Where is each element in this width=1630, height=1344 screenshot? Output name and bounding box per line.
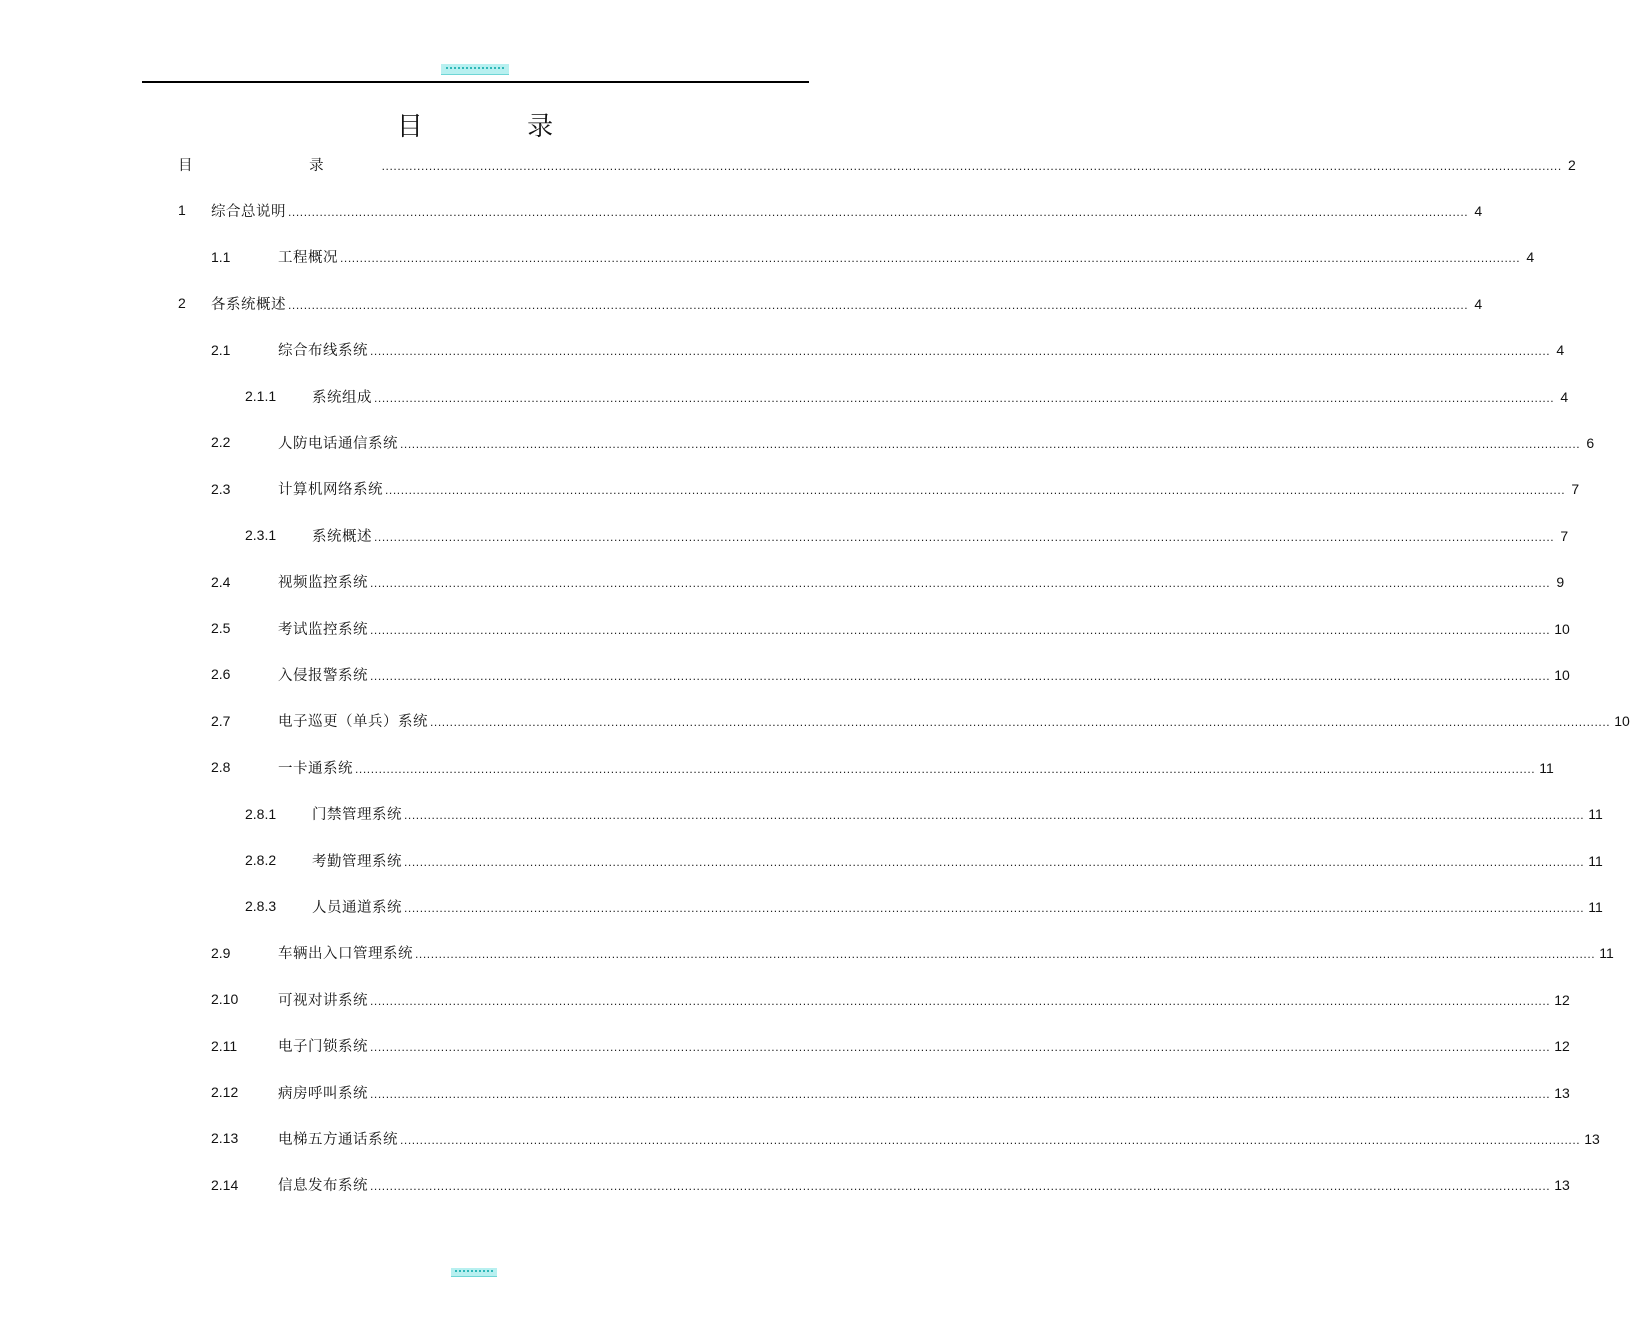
- toc-entry-page: 10: [1554, 666, 1570, 683]
- toc-dot-leader: ............................................................................................................................................................................................................................................................................................................: [404, 854, 1585, 869]
- toc-entry-number: 1.1: [211, 248, 231, 265]
- toc-entry[interactable]: [0, 239, 1535, 275]
- toc-entry-page: 13: [1554, 1084, 1570, 1101]
- toc-dot-leader: ............................................................................................................................................................................................................................................................................................................: [355, 761, 1536, 776]
- toc-entry-page: 4: [1526, 249, 1535, 266]
- toc-entry-title: 考试监控系统: [278, 621, 368, 638]
- toc-entry-title: 入侵报警系统: [278, 667, 368, 684]
- toc-entry-page: 11: [1599, 945, 1614, 962]
- toc-entry[interactable]: [0, 703, 1630, 739]
- toc-entry[interactable]: [0, 935, 1614, 971]
- toc-entry-page: 4: [1556, 342, 1565, 359]
- toc-dot-leader: ............................................................................................................................................................................................................................................................................................................: [415, 947, 1596, 962]
- toc-entry-number: 2.1.1: [245, 388, 277, 404]
- toc-entry-number: 2.3: [211, 480, 231, 497]
- toc-dot-leader: ............................................................................................................................................................................................................................................................................................................: [370, 993, 1551, 1008]
- toc-entry[interactable]: [0, 285, 1483, 321]
- toc-entry-title: 车辆出入口管理系统: [278, 946, 413, 963]
- toc-entry[interactable]: [0, 332, 1565, 368]
- toc-entry-number: 2.3.1: [245, 527, 277, 544]
- toc-dot-leader: ............................................................................................................................................................................................................................................................................................................: [374, 390, 1555, 405]
- toc-entry-page: 11: [1539, 759, 1554, 776]
- toc-entry-title: 系统概述: [312, 528, 372, 545]
- toc-entry-number: 2.7: [211, 712, 231, 729]
- toc-entry-page: 10: [1554, 620, 1570, 637]
- toc-entry-page: 12: [1554, 1038, 1570, 1055]
- toc-entry-title: 电梯五方通话系统: [278, 1131, 398, 1148]
- toc-entry-number: 2.12: [211, 1084, 239, 1100]
- toc-entry-title: 电子巡更（单兵）系统: [278, 714, 428, 731]
- toc-entry-title: 系统组成: [312, 389, 372, 406]
- toc-entry-number: 2.1: [211, 341, 231, 358]
- toc-dot-leader: ............................................................................................................................................................................................................................................................................................................: [370, 668, 1551, 683]
- toc-entry-number: 2.14: [211, 1176, 239, 1193]
- toc-dot-leader: ............................................................................................................................................................................................................................................................................................................: [385, 483, 1566, 498]
- toc-entry[interactable]: [0, 146, 1576, 182]
- toc-entry-page: 11: [1588, 806, 1603, 823]
- toc-entry-page: 6: [1586, 434, 1595, 451]
- toc-entry-title: 可视对讲系统: [278, 992, 368, 1009]
- toc-entry-page: 2: [1568, 156, 1576, 173]
- toc-entry-title: 工程概况: [278, 250, 338, 267]
- toc-entry-page: 7: [1571, 481, 1580, 498]
- toc-entry[interactable]: [0, 749, 1554, 785]
- toc-entry-title: 目 录: [178, 157, 380, 174]
- toc-dot-leader: ............................................................................................................................................................................................................................................................................................................: [430, 715, 1611, 730]
- toc-entry-title: 综合布线系统: [278, 343, 368, 360]
- toc-entry-title: 人员通道系统: [312, 899, 402, 916]
- toc-entry[interactable]: [0, 610, 1570, 646]
- toc-entry-number: 2.8.1: [245, 805, 277, 822]
- toc-entry-title: 人防电话通信系统: [278, 435, 398, 452]
- toc-entry-page: 9: [1556, 574, 1565, 591]
- toc-entry-number: 2.8: [211, 759, 231, 776]
- toc-entry[interactable]: [0, 796, 1603, 832]
- toc-entry-page: 13: [1554, 1177, 1570, 1194]
- toc-entry[interactable]: [0, 1028, 1570, 1064]
- toc-entry-page: 10: [1614, 713, 1630, 730]
- toc-entry-title: 门禁管理系统: [312, 807, 402, 824]
- toc-entry[interactable]: [0, 842, 1603, 878]
- toc-entry-page: 11: [1588, 852, 1603, 869]
- toc-entry[interactable]: [0, 471, 1580, 507]
- toc-entry-number: 2: [178, 295, 186, 312]
- toc-entry-title: 综合总说明: [211, 203, 286, 220]
- toc-entry-title: 各系统概述: [211, 296, 286, 313]
- toc-dot-leader: ............................................................................................................................................................................................................................................................................................................: [288, 204, 1469, 219]
- toc-dot-leader: ............................................................................................................................................................................................................................................................................................................: [370, 1040, 1551, 1055]
- toc-entry-number: 2.4: [211, 573, 231, 590]
- toc-dot-leader: ............................................................................................................................................................................................................................................................................................................: [370, 1179, 1551, 1194]
- toc-dot-leader: ............................................................................................................................................................................................................................................................................................................: [381, 158, 1562, 173]
- toc-entry-title: 计算机网络系统: [278, 482, 383, 499]
- toc-dot-leader: ............................................................................................................................................................................................................................................................................................................: [370, 344, 1551, 359]
- toc-dot-leader: ............................................................................................................................................................................................................................................................................................................: [374, 529, 1555, 544]
- toc-entry-page: 12: [1554, 991, 1570, 1008]
- toc-entry[interactable]: [0, 424, 1595, 460]
- toc-entry-number: 2.9: [211, 944, 231, 961]
- toc-dot-leader: ............................................................................................................................................................................................................................................................................................................: [404, 808, 1585, 823]
- toc-entry-page: 4: [1474, 295, 1483, 312]
- header-rule: [142, 81, 809, 83]
- toc-entry-number: 2.8.2: [245, 852, 277, 868]
- toc-entry[interactable]: [0, 517, 1569, 553]
- toc-entry-title: 电子门锁系统: [278, 1039, 368, 1056]
- toc-entry-title: 考勤管理系统: [312, 853, 402, 870]
- toc-entry-page: 11: [1588, 898, 1603, 915]
- toc-entry-page: 4: [1560, 388, 1569, 405]
- toc-dot-leader: ............................................................................................................................................................................................................................................................................................................: [340, 251, 1521, 266]
- toc-entry[interactable]: [0, 1167, 1570, 1203]
- toc-entry-number: 2.13: [211, 1130, 239, 1147]
- toc-heading: 目 录: [396, 112, 602, 142]
- toc-entry[interactable]: [0, 656, 1570, 692]
- toc-entry-page: 13: [1584, 1130, 1600, 1147]
- toc-entry[interactable]: [0, 192, 1483, 228]
- toc-entry-page: 7: [1560, 527, 1569, 544]
- toc-entry-number: 2.6: [211, 666, 231, 683]
- toc-dot-leader: ............................................................................................................................................................................................................................................................................................................: [400, 1132, 1581, 1147]
- toc-entry-number: 2.10: [211, 991, 239, 1008]
- toc-entry-page: 4: [1474, 202, 1483, 219]
- toc-entry[interactable]: [0, 564, 1565, 600]
- toc-entry-title: 病房呼叫系统: [278, 1085, 368, 1102]
- toc-entry-title: 信息发布系统: [278, 1178, 368, 1195]
- toc-dot-leader: ............................................................................................................................................................................................................................................................................................................: [370, 576, 1551, 591]
- toc-entry[interactable]: [0, 1120, 1600, 1156]
- toc-entry[interactable]: [0, 378, 1569, 414]
- toc-dot-leader: ............................................................................................................................................................................................................................................................................................................: [404, 900, 1585, 915]
- toc-entry-title: 视频监控系统: [278, 575, 368, 592]
- toc-dot-leader: ............................................................................................................................................................................................................................................................................................................: [370, 1086, 1551, 1101]
- toc-entry[interactable]: [0, 981, 1570, 1017]
- toc-entry-number: 2.2: [211, 434, 231, 451]
- footer-watermark: [451, 1268, 497, 1277]
- toc-entry-title: 一卡通系统: [278, 760, 353, 777]
- toc-dot-leader: ............................................................................................................................................................................................................................................................................................................: [288, 297, 1469, 312]
- toc-dot-leader: ............................................................................................................................................................................................................................................................................................................: [400, 436, 1581, 451]
- toc-entry-number: 1: [178, 202, 186, 219]
- toc-entry[interactable]: [0, 1074, 1570, 1110]
- toc-entry-number: 2.5: [211, 620, 231, 636]
- toc-dot-leader: ............................................................................................................................................................................................................................................................................................................: [370, 622, 1551, 637]
- toc-entry[interactable]: [0, 888, 1603, 924]
- toc-entry-number: 2.8.3: [245, 898, 277, 915]
- header-watermark: [441, 64, 509, 75]
- toc-entry-number: 2.11: [211, 1037, 238, 1054]
